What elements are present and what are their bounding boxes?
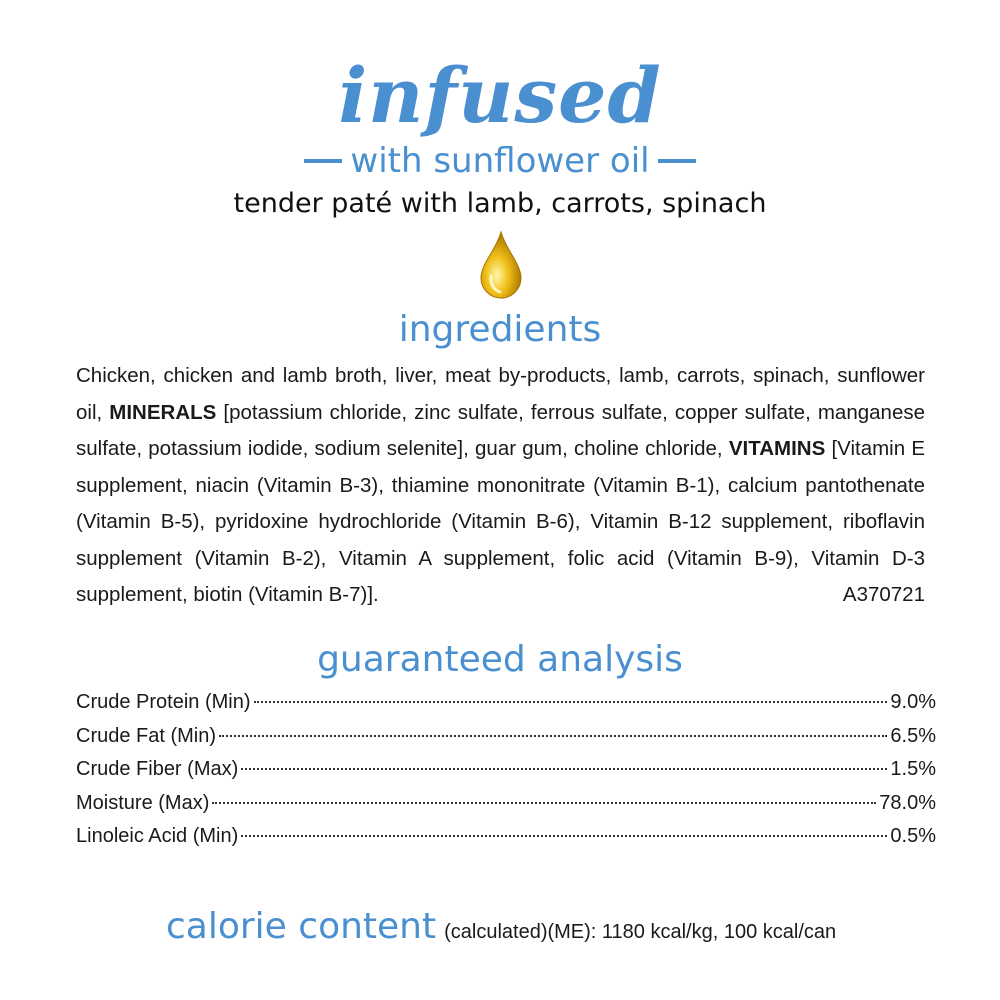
tagline (0, 140, 1000, 182)
calorie-content (166, 906, 966, 947)
analysis-value: 9.0% (890, 691, 936, 713)
dot-leader (241, 835, 887, 837)
product-subtitle: tender paté with lamb, carrots, spinach (233, 188, 767, 219)
ingredients-part-2: [potassium chloride, zinc sulfate, ferrous sulfate, copper sulfate, manganese sulfate, potassium iodide, sodium selenite], guar gum, choline chloride, (76, 400, 925, 460)
guaranteed-analysis-heading: guaranteed analysis (317, 639, 683, 680)
analysis-row (76, 686, 936, 720)
oil-drop-icon (478, 230, 524, 300)
tagline-text: with sunflower oil (350, 141, 650, 181)
ingredients-part-3: [Vitamin E supplement, niacin (Vitamin B-3), thiamine mononitrate (Vitamin B-1), calcium pantothenate (Vitamin B-5), pyridoxine hydrochloride (Vitamin B-6), Vitamin B-12 supplement, riboflavin supplement (Vitamin B-2), Vitamin A supplement, folic acid (Vitamin B-9), Vitamin D-3 supplement, biotin (Vitamin B-7)]. (76, 437, 925, 606)
minerals-label: MINERALS (109, 400, 217, 424)
tagline-right-dash (658, 159, 696, 163)
ingredients-text (76, 358, 925, 614)
analysis-value: 0.5% (890, 825, 936, 847)
calorie-content-detail: (calculated)(ME): 1180 kcal/kg, 100 kcal/can (444, 921, 837, 943)
ingredients-part-1: Chicken, chicken and lamb broth, liver, meat by-products, lamb, carrots, spinach, sunflower oil, (76, 364, 925, 424)
guaranteed-analysis-list (76, 686, 936, 854)
analysis-label: Moisture (Max) (76, 791, 210, 814)
analysis-row (76, 787, 936, 821)
analysis-label: Crude Protein (Min) (76, 691, 251, 713)
analysis-label: Crude Fiber (Max) (76, 758, 239, 780)
dot-leader (219, 735, 887, 737)
calorie-content-heading: calorie content (166, 906, 437, 947)
dot-leader (212, 802, 876, 804)
analysis-value: 6.5% (890, 724, 936, 747)
analysis-value: 1.5% (890, 758, 936, 780)
tagline-left-dash (304, 159, 342, 163)
dot-leader (254, 701, 888, 703)
analysis-row (76, 753, 936, 787)
lot-code: A370721 (842, 583, 925, 606)
ingredients-heading: ingredients (398, 309, 602, 350)
analysis-row (76, 820, 936, 854)
analysis-row (76, 720, 936, 754)
analysis-label: Linoleic Acid (Min) (76, 825, 239, 847)
analysis-label: Crude Fat (Min) (76, 724, 217, 747)
vitamins-label: VITAMINS (728, 437, 826, 460)
brand-title: infused (338, 51, 662, 140)
dot-leader (241, 768, 887, 770)
analysis-value: 78.0% (879, 791, 936, 814)
